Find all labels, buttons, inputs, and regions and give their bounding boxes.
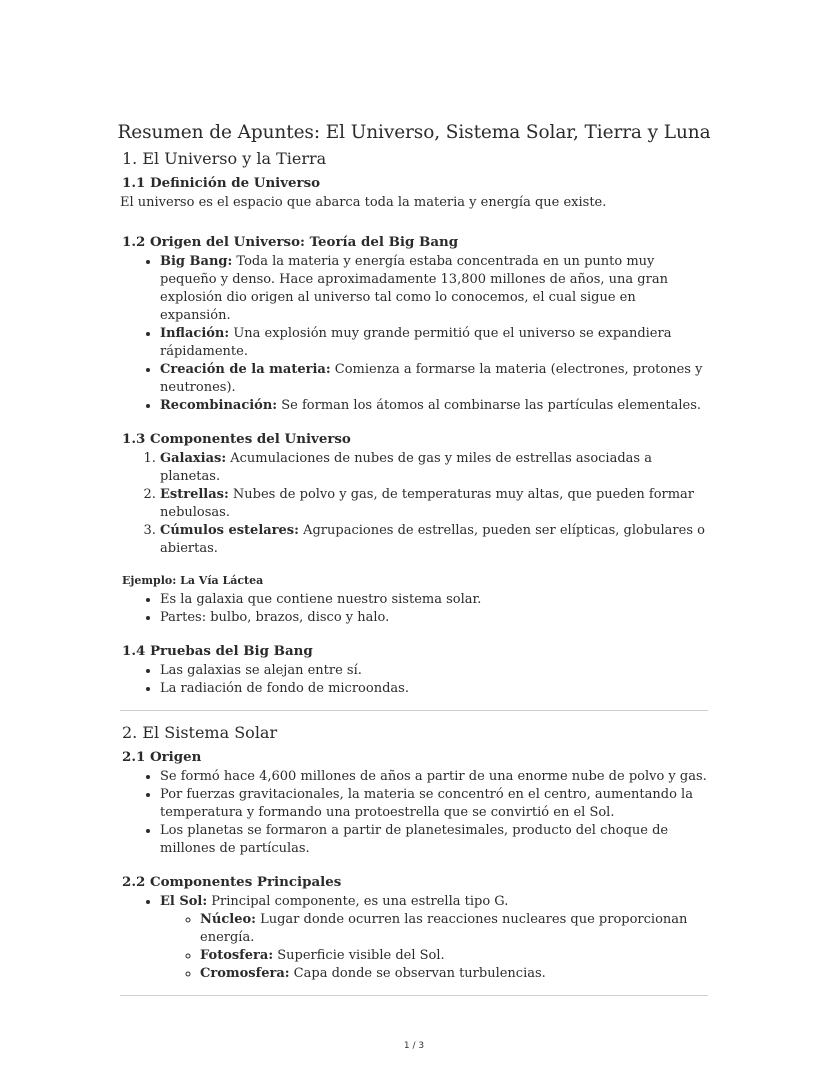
list-item: • Los planetas se formaron a partir de planetesimales, producto del choque de millones de partículas. (160, 822, 708, 858)
section-1-2-heading: 1.2 Origen del Universo: Teoría del Big Bang (122, 234, 459, 250)
list-item (160, 450, 708, 486)
big-bang-list (120, 253, 708, 415)
section-1-1-heading: 1.1 Definición de Universo (122, 175, 321, 191)
list-item (160, 893, 708, 983)
list-term: Creación de la materia: (160, 362, 331, 377)
page-number: 1 / 3 (403, 1041, 425, 1051)
solar-components-list (120, 893, 708, 983)
list-term: Cromosfera: (200, 966, 290, 981)
universe-definition: El universo es el espacio que abarca toda la materia y energía que existe. (120, 195, 607, 210)
section-divider (120, 995, 708, 996)
list-text: Capa donde se observan turbulencias. (289, 966, 546, 981)
list-term: Recombinación: (160, 398, 278, 413)
list-item (200, 965, 708, 983)
list-term: Fotosfera: (200, 948, 274, 963)
list-item: • Las galaxias se alejan entre sí. (160, 662, 708, 680)
list-term: Galaxias: (160, 451, 227, 466)
list-item (200, 947, 708, 965)
list-item: • Es la galaxia que contiene nuestro sistema solar. (160, 591, 708, 609)
list-text: Acumulaciones de nubes de gas y miles de estrellas asociadas a planetas. (160, 451, 652, 484)
list-item (200, 911, 708, 947)
list-text: Nubes de polvo y gas, de temperaturas muy altas, que pueden formar nebulosas. (160, 487, 695, 520)
list-item (160, 361, 708, 397)
list-item (160, 253, 708, 325)
list-text: Lugar donde ocurren las reacciones nucleares que proporcionan energía. (200, 912, 688, 945)
list-term: Núcleo: (200, 912, 256, 927)
list-item (160, 397, 708, 415)
universe-components-list (120, 450, 708, 558)
section-1-heading: 1. El Universo y la Tierra (122, 149, 327, 168)
list-item (160, 325, 708, 361)
list-term: Estrellas: (160, 487, 229, 502)
section-1-3-heading: 1.3 Componentes del Universo (122, 431, 351, 447)
list-item: • Partes: bulbo, brazos, disco y halo. (160, 609, 708, 627)
list-text: Toda la materia y energía estaba concentrada en un punto muy pequeño y denso. Hace aproximadamente 13,800 millones de años, una gran explosión dio origen al universo tal como lo conocemos, el cual sigue en expansión. (160, 254, 668, 323)
list-term: Cúmulos estelares: (160, 523, 299, 538)
solar-system-origin-list (120, 768, 708, 858)
list-item (160, 486, 708, 522)
list-text: Comienza a formarse la materia (electrones, protones y neutrones). (160, 362, 703, 395)
section-2-2-heading: 2.2 Componentes Principales (122, 874, 342, 890)
example-heading: Ejemplo: La Vía Láctea (122, 574, 264, 587)
list-text: Agrupaciones de estrellas, pueden ser elípticas, globulares o abiertas. (160, 523, 705, 556)
list-term: Big Bang: (160, 254, 233, 269)
list-item (160, 522, 708, 558)
list-text: Principal componente, es una estrella tipo G. (207, 894, 509, 909)
section-2-heading: 2. El Sistema Solar (122, 723, 278, 742)
section-2-1-heading: 2.1 Origen (122, 749, 202, 765)
list-term: Inflación: (160, 326, 230, 341)
list-item: • La radiación de fondo de microondas. (160, 680, 708, 698)
list-item: • Por fuerzas gravitacionales, la materia se concentró en el centro, aumentando la temperatura y formando una protoestrella que se convirtió en el Sol. (160, 786, 708, 822)
list-term: El Sol: (160, 894, 208, 909)
section-1-4-heading: 1.4 Pruebas del Big Bang (122, 643, 313, 659)
list-text: Se forman los átomos al combinarse las partículas elementales. (277, 398, 702, 413)
list-item: • Se formó hace 4,600 millones de años a partir de una enorme nube de polvo y gas. (160, 768, 708, 786)
sun-parts-list (160, 911, 708, 983)
section-divider (120, 710, 708, 711)
document-title: Resumen de Apuntes: El Universo, Sistema Solar, Tierra y Luna (117, 122, 711, 143)
document-page (117, 122, 711, 1008)
milky-way-list (120, 591, 708, 627)
list-text: Una explosión muy grande permitió que el universo se expandiera rápidamente. (160, 326, 672, 359)
list-text: Superficie visible del Sol. (273, 948, 445, 963)
big-bang-evidence-list (120, 662, 708, 698)
